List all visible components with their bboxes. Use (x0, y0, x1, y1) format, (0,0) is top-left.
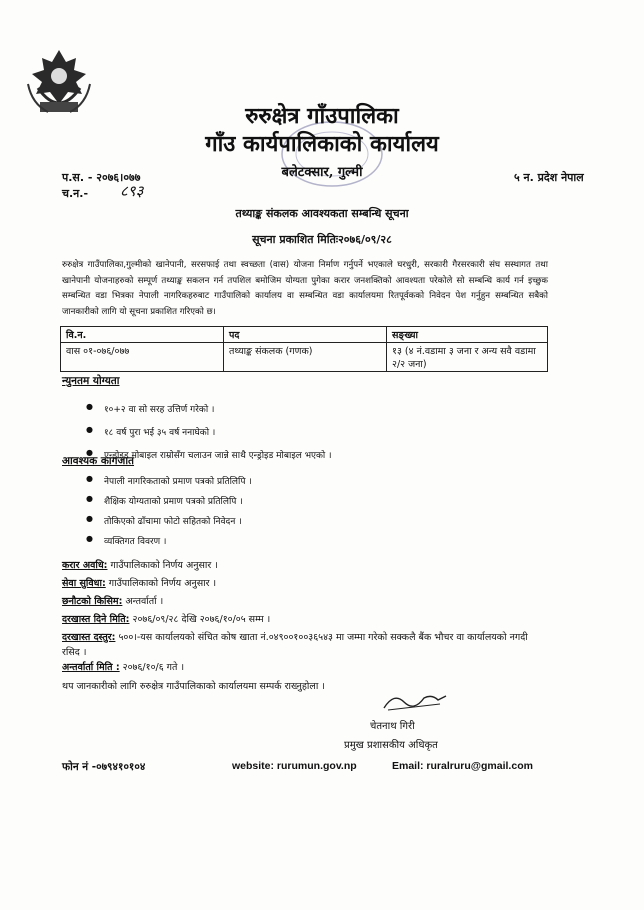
table-header: पद (224, 327, 387, 343)
cn-value: ८९३ (120, 182, 144, 200)
term-value: अन्तर्वार्ता । (122, 596, 164, 607)
term-label: छनौटको किसिम: (62, 596, 123, 607)
qualifications-heading: न्युनतम योग्यता (62, 375, 120, 387)
term-value: गाउँपालिकाको निर्णय अनुसार । (107, 560, 218, 571)
cn-label: च.न.- (62, 187, 89, 200)
office-location: बलेटक्सार, गुल्मी (281, 165, 363, 180)
office-subtitle: गाँउ कार्यपालिकाको कार्यालय (205, 131, 439, 157)
term-label: सेवा सुविधा: (62, 578, 106, 589)
term-value: २०७६/०९/२८ देखि २०७६/१०/०५ सम्म । (129, 614, 271, 625)
fee-term (62, 630, 548, 660)
table-header-row (61, 327, 548, 343)
website-link[interactable]: website: rurumun.gov.np (232, 760, 357, 772)
contract-term (62, 558, 218, 571)
term-label: दरखास्त दिने मिति: (62, 614, 130, 625)
email-link[interactable]: Email: ruralruru@gmail.com (392, 760, 533, 772)
list-item: ● एन्ड्रोइड मोबाइल राम्रोसँग चलाउन जान्ने साथै एन्ड्रोइड मोबाइल भएको । (86, 448, 332, 471)
table-cell: १३ (४ नं.वडामा ३ जना र अन्य सवै वडामा २/२ जना) (387, 343, 548, 372)
signer-title: प्रमुख प्रशासकीय अधिकृत (344, 740, 438, 751)
deadline-term (62, 612, 270, 625)
table-row (61, 343, 548, 372)
list-item: ● १०+२ वा सो सरह उत्तिर्ण गरेको । (86, 402, 332, 425)
facility-term (62, 576, 216, 589)
signature-icon (380, 688, 450, 714)
term-label: दरखास्त दस्तुर: (62, 632, 116, 643)
term-value: गाउँपालिकाको निर्णय अनुसार । (105, 578, 217, 589)
term-value: ५००।-यस कार्यालयको संचित कोष खाता नं.०४९००१००३६५४३ मा जम्मा गरेको सक्कलै बैंक भौचर वा कार्यालयको नगदी रसिद । (62, 632, 528, 658)
office-title: रुरुक्षेत्र गाँउपालिका (245, 103, 399, 129)
interview-term (62, 660, 184, 673)
province-label: ५ न. प्रदेश नेपाल (514, 171, 584, 184)
table-cell: वास ०१-०७६/०७७ (61, 343, 224, 372)
phone-number: फोन नं -०७९४१०१०४ (62, 761, 146, 773)
posts-table (60, 326, 548, 372)
list-item: ● १८ वर्ष पुरा भई ३५ वर्ष ननाघेको । (86, 425, 332, 448)
ps-number: प.स. - २०७६।०७७ (62, 171, 141, 184)
list-item: ● नेपाली नागरिकताको प्रमाण पत्रको प्रतिलिपि । (86, 474, 252, 494)
table-cell: तथ्याङ्क संकलक (गणक) (224, 343, 387, 372)
list-item: ● व्यक्तिगत विवरण । (86, 534, 252, 554)
table-header: सङ्ख्या (387, 327, 548, 343)
term-label: करार अवधि: (62, 560, 108, 571)
table-header: वि.न. (61, 327, 224, 343)
list-item: ● तोकिएको ढाँचामा फोटो सहितको निवेदन । (86, 514, 252, 534)
term-value: २०७६/१०/६ गते । (119, 662, 185, 673)
term-label: अन्तर्वार्ता मिति : (62, 662, 120, 673)
notice-subject: तथ्याङ्क संकलक आवश्यकता सम्बन्धि सूचना (235, 207, 409, 220)
published-date: सूचना प्रकाशित मितिः२०७६/०९/२८ (252, 233, 392, 246)
documents-list (86, 474, 252, 554)
list-item: ● शैक्षिक योग्यताको प्रमाण पत्रको प्रतिलिपि । (86, 494, 252, 514)
notice-body: रुरुक्षेत्र गाउँपालिका,गुल्मीको खानेपानी, सरसफाई तथा स्वच्छता (वास) योजना निर्माण गर्नुपर्ने भएकाले घरधुरी, सरकारी गैरसरकारी संघ सस्थागत तथा खानेपानी योजनाहरुको सम्पूर्ण तथ्याङ्क सकलन गर्न तपशिल बमोजिम योग्यता पुगेका करार जनशक्तिको आवश्यता परेकोले सो सम्बन्धि कार्य गर्न इच्छुक सम्बन्धित वडा भित्रका नेपाली नागरिकहरुबाट गाउँपालिको कार्यालय वा सम्बन्धित वडा कार्यालयमा रितपूर्वकको निवेदन पेश गर्नुहुन सम्बन्धित सबैको जानकारीको लागि यो सूचना प्रकाशित गरिएको छ। (62, 260, 548, 317)
documents-heading: आवश्यक कागजात (62, 455, 135, 467)
selection-term (62, 594, 163, 607)
more-info: थप जानकारीको लागि रुरुक्षेत्र गाउँपालिकाको कार्यालयमा सम्पर्क राख्नुहोला । (62, 681, 325, 692)
signer-name: चेतनाथ गिरी (370, 721, 415, 732)
